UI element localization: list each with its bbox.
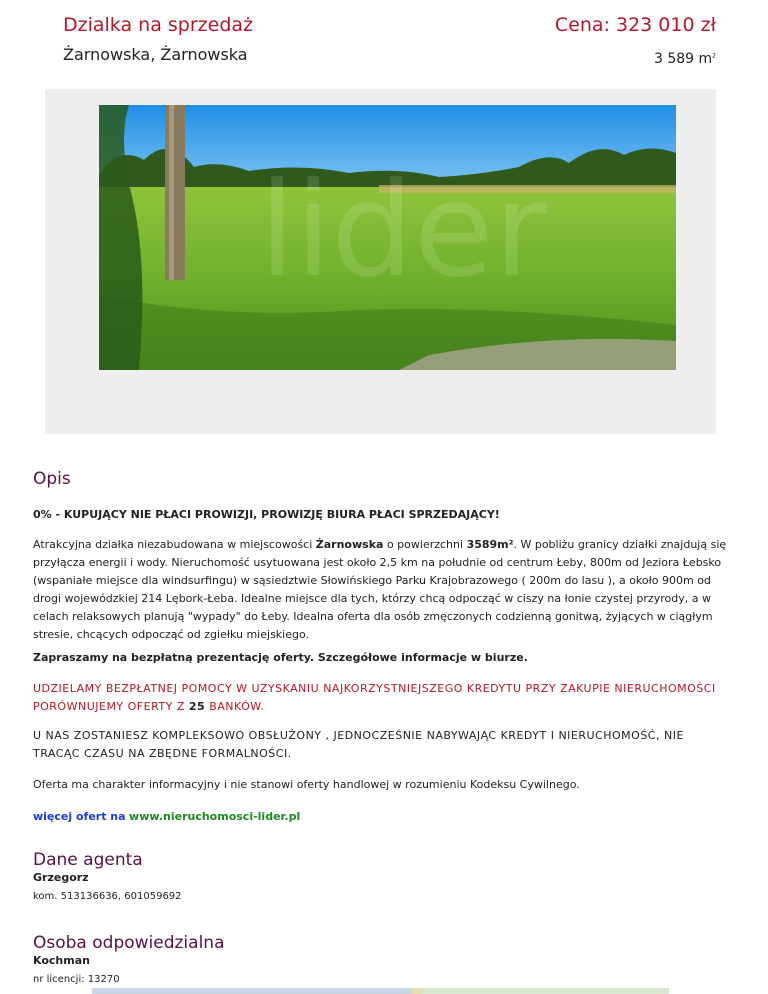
more-offers-label: więcej ofert na	[33, 810, 126, 823]
desc-town: Żarnowska	[315, 538, 384, 551]
area-unit-superscript: 2	[712, 52, 716, 60]
service-text: U NAS ZOSTANIESZ KOMPLEKSOWO OBSŁUŻONY , JEDNOCZEŚNIE NABYWAJĄC KREDYT I NIERUCHOMOŚĆ, NIE TRACĄC CZASU NA ZBĘDNE FORMALNOŚCI.	[33, 729, 684, 760]
agent-phone[interactable]: kom. 513136636, 601059692	[33, 891, 182, 902]
credit-bank-count: 25	[188, 700, 206, 713]
desc-text-3: . W pobliżu granicy działki znajdują się przyłącza energii i wody. Nieruchomość usytuowana jest około 2,5 km na południe od centrum Łeby, 800m od Jeziora Łebsko (wspaniałe miejsce dla windsurfingu) w sąsiedztwie Słowińskiego Parku Krajobrazowego ( 200m do lasu ), a około 900m od drogi wojewódzkiej 214 Lębork-Łeba. Idealne miejsce dla tych, którzy chcą odpocząć w ciszy na łonie czystej przyrody, a w celach relaksowych planują "wypady" do Łeby. Idealna oferta dla osób zmęczonych codzienną gonitwą, żyjących w ciągłym stresie, chcących odpocząć od zgiełku miejskiego.	[33, 538, 727, 641]
listing-photo[interactable]	[99, 105, 676, 370]
area-value: 3 589 m	[654, 51, 713, 67]
credit-text-1: UDZIELAMY BEZPŁATNEJ POMOCY W UZYSKANIU NAJKORZYSTNIEJSZEGO KREDYTU PRZY ZAKUPIE NIERUCHOMOŚCI PORÓWNUJEMY OFERTY Z	[33, 682, 716, 713]
desc-area: 3589m²	[466, 538, 514, 551]
listing-location: Żarnowska, Żarnowska	[63, 45, 248, 64]
desc-text-2: o powierzchni	[383, 538, 467, 551]
agent-heading: Dane agenta	[33, 850, 143, 870]
location-map[interactable]	[92, 988, 669, 994]
agent-name: Grzegorz	[33, 871, 89, 884]
map-area	[422, 988, 669, 994]
responsible-name: Kochman	[33, 954, 90, 967]
listing-price: Cena: 323 010 zł	[554, 14, 716, 36]
more-offers	[33, 808, 727, 826]
description-paragraph	[33, 536, 727, 644]
responsible-heading: Osoba odpowiedzialna	[33, 933, 225, 953]
meadow-photo	[99, 105, 676, 370]
website-link[interactable]: www.nieruchomosci-lider.pl	[129, 810, 301, 823]
invitation-text: Zapraszamy na bezpłatną prezentację oferty. Szczegółowe informacje w biurze.	[33, 651, 528, 664]
credit-offer	[33, 680, 727, 716]
disclaimer-text: Oferta ma charakter informacyjny i nie stanowi oferty handlowej w rozumieniu Kodeksu Cywilnego.	[33, 778, 580, 791]
commission-notice: 0% - KUPUJĄCY NIE PŁACI PROWIZJI, PROWIZJĘ BIURA PŁACI SPRZEDAJĄCY!	[33, 508, 500, 521]
credit-text-2: BANKÓW.	[205, 700, 265, 713]
listing-area	[654, 51, 716, 67]
license-number: nr licencji: 13270	[33, 974, 120, 985]
map-road	[412, 988, 422, 994]
listing-title: Dzialka na sprzedaż	[63, 14, 253, 36]
photo-gallery	[45, 89, 716, 434]
description-heading: Opis	[33, 469, 71, 489]
desc-text-1: Atrakcyjna działka niezabudowana w miejscowości	[33, 538, 316, 551]
photo-watermark: lider	[259, 154, 548, 306]
